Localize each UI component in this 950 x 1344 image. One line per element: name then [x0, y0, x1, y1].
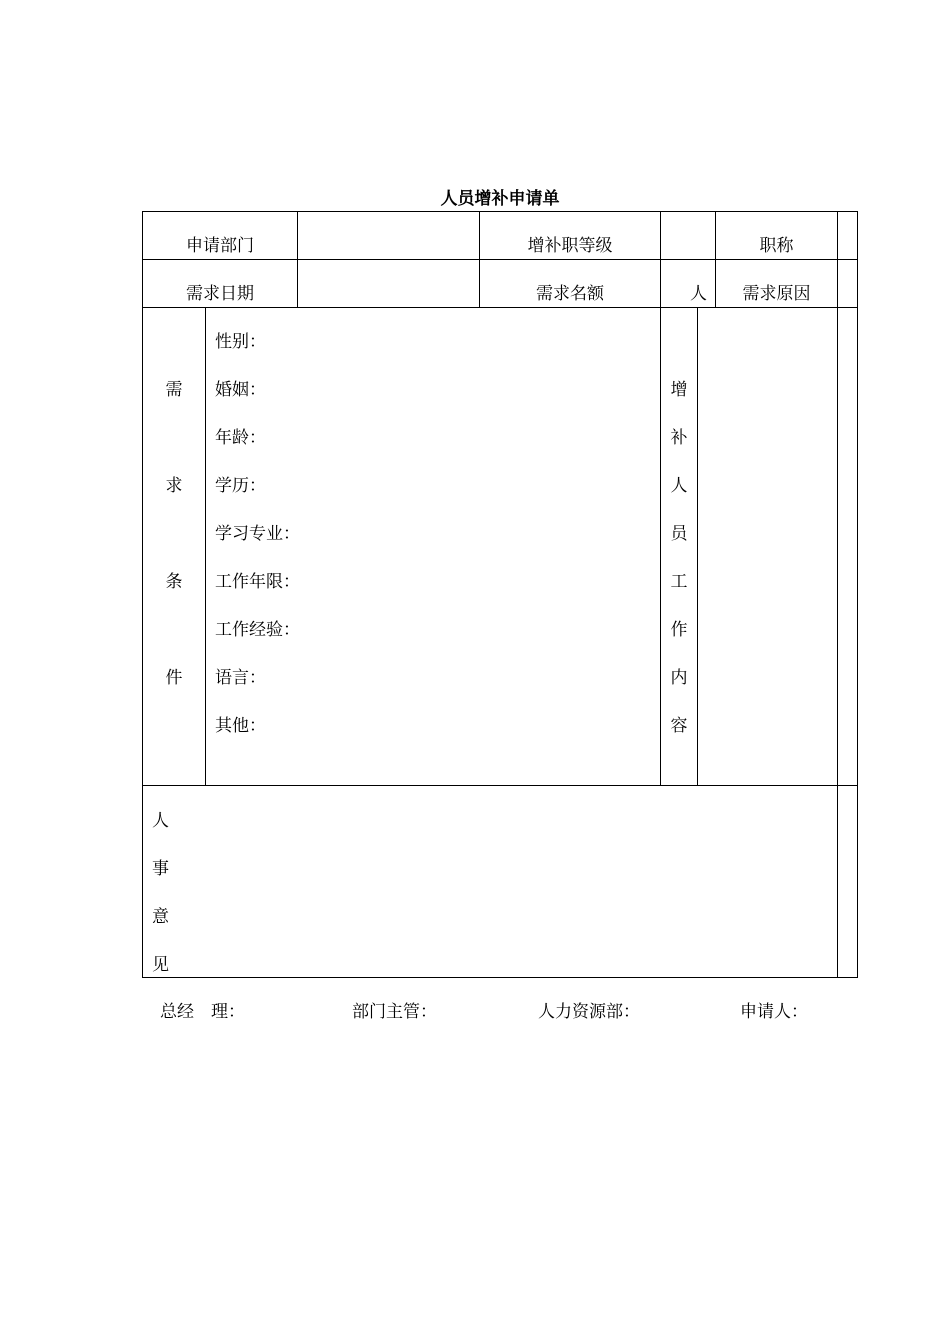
requirement-item-gender: 性别：: [215, 332, 266, 352]
reason-field[interactable]: [838, 282, 857, 306]
duties-label-char: 增: [670, 380, 688, 400]
requirement-item-education: 学历：: [215, 476, 266, 496]
requirement-item-marital: 婚姻：: [215, 380, 266, 400]
job-title-label: 职称: [759, 236, 794, 256]
hr-dept-signature: 人力资源部：: [538, 1002, 640, 1022]
requirement-item-major: 学习专业：: [215, 524, 300, 544]
requirement-item-experience: 工作经验：: [215, 620, 300, 640]
table-rule: [837, 211, 838, 978]
quota-label: 需求名额: [536, 284, 604, 304]
table-rule: [142, 785, 858, 786]
requirements-label-char: 求: [165, 476, 183, 496]
hr-opinion-label-char: 人: [152, 811, 169, 831]
duties-label-char: 人: [670, 476, 688, 496]
table-rule: [142, 211, 143, 978]
table-rule: [205, 307, 206, 785]
form-title: 人员增补申请单: [440, 189, 560, 209]
dept-field[interactable]: [298, 234, 479, 258]
table-rule: [660, 211, 661, 307]
duties-label-char: 工: [670, 572, 688, 592]
duties-label-char: 作: [670, 620, 688, 640]
grade-field[interactable]: [661, 234, 715, 258]
date-label: 需求日期: [186, 284, 254, 304]
date-field[interactable]: [298, 282, 479, 306]
duties-label-char: 补: [670, 428, 688, 448]
quota-unit: 人: [690, 284, 707, 304]
hr-opinion-label-char: 事: [152, 859, 169, 879]
table-rule: [142, 259, 858, 260]
duties-label-char: 容: [670, 716, 688, 736]
duties-label-char: 员: [670, 524, 688, 544]
requirements-label-char: 需: [165, 380, 183, 400]
reason-label: 需求原因: [742, 284, 811, 304]
requirement-item-age: 年龄：: [215, 428, 266, 448]
requirement-item-other: 其他：: [215, 716, 266, 736]
table-rule: [142, 211, 858, 212]
grade-label: 增补职等级: [527, 236, 613, 256]
duties-field[interactable]: [698, 308, 837, 785]
requirements-label-char: 件: [165, 668, 183, 688]
requirement-item-language: 语言：: [215, 668, 266, 688]
requirements-label-char: 条: [165, 572, 183, 592]
table-rule: [142, 977, 858, 978]
dept-supervisor-signature: 部门主管：: [352, 1002, 437, 1022]
requirement-item-years: 工作年限：: [215, 572, 300, 592]
hr-opinion-label-char: 见: [152, 955, 169, 975]
duties-label-char: 内: [670, 668, 688, 688]
job-title-field[interactable]: [838, 234, 857, 258]
hr-opinion-label-char: 意: [152, 907, 169, 927]
table-rule: [857, 211, 858, 978]
applicant-signature: 申请人：: [740, 1002, 808, 1022]
hr-opinion-field[interactable]: [180, 787, 836, 976]
general-manager-signature: 总经 理：: [160, 1002, 245, 1022]
dept-label: 申请部门: [186, 236, 254, 256]
